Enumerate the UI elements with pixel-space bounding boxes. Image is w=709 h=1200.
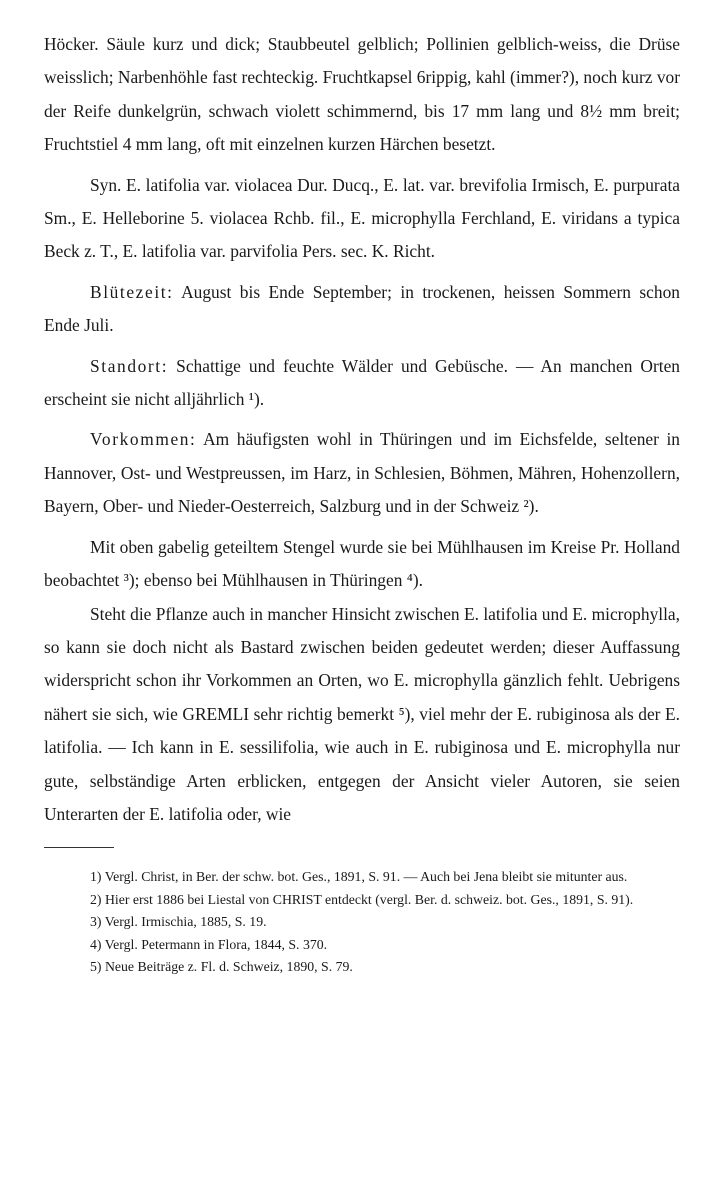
- paragraph-continuation: Höcker. Säule kurz und dick; Staubbeutel gelblich; Pollinien gelblich-weiss, die Drüse weisslich; Narbenhöhle fast rechteckig. Fruchtkapsel 6rippig, kahl (immer?), noch kurz vor der Reife dunkelgrün, schwach violett schimmernd, bis 17 mm lang und 8½ mm breit; Fruchtstiel 4 mm lang, oft mit einzelnen kurzen Härchen besetzt.: [44, 34, 681, 155]
- paragraph-stengel: Mit oben gabelig geteiltem Stengel wurde sie bei Mühlhausen im Kreise Pr. Holland beobachtet ³); ebenso bei Mühlhausen in Thüringen ⁴).: [44, 536, 680, 591]
- text-vorkommen: Am häufigsten wohl in Thüringen und im Eichsfelde, seltener in Hannover, Ost- und Westpreussen, im Harz, in Schlesien, Böhmen, Mähren, Hohenzollern, Bayern, Ober- und Nieder-Oesterreich, Salzburg und in der Schweiz ²).: [44, 429, 680, 517]
- footnote-2: 2) Hier erst 1886 bei Liestal von CHRIST entdeckt (vergl. Ber. d. schweiz. bot. Ges., 1891, S. 91).: [90, 891, 634, 907]
- book-page: [44, 28, 680, 979]
- paragraph-synonyms: Syn. E. latifolia var. violacea Dur. Ducq., E. lat. var. brevifolia Irmisch, E. purpurata Sm., E. Helleborine 5. violacea Rchb. fil., E. microphylla Ferchland, E. viridans a typica Beck z. T., E. latifolia var. parvifolia Pers. sec. K. Richt.: [44, 174, 680, 262]
- footnote-4: 4) Vergl. Petermann in Flora, 1844, S. 370.: [90, 936, 328, 952]
- label-standort: Standort:: [90, 355, 169, 376]
- footnote-3: 3) Vergl. Irmischia, 1885, S. 19.: [90, 914, 267, 930]
- text-standort: Schattige und feuchte Wälder und Gebüsche. — An manchen Orten erscheint sie nicht alljährlich ¹).: [44, 355, 680, 410]
- paragraph-standort: [44, 350, 680, 417]
- paragraph-bluetezeit: [44, 276, 680, 343]
- label-bluetezeit: Blütezeit:: [90, 281, 174, 302]
- footnote-divider: [44, 847, 114, 848]
- text-bluetezeit: August bis Ende September; in trockenen, heissen Sommern schon Ende Juli.: [44, 281, 680, 336]
- paragraph-vorkommen: [44, 423, 680, 523]
- footnote-5: 5) Neue Beiträge z. Fl. d. Schweiz, 1890, S. 79.: [90, 959, 353, 975]
- footnotes: [44, 866, 680, 978]
- paragraph-discussion: Steht die Pflanze auch in mancher Hinsicht zwischen E. latifolia und E. microphylla, so kann sie doch nicht als Bastard zwischen beiden gedeutet werden; dieser Auffassung widerspricht schon ihr Vorkommen an Orten, wo E. microphylla gänzlich fehlt. Uebrigens nähert sie sich, wie GREMLI sehr richtig bemerkt ⁵), viel mehr der E. rubiginosa als der E. latifolia. — Ich kann in E. sessilifolia, wie auch in E. rubiginosa und E. microphylla nur gute, selbständige Arten erblicken, entgegen der Ansicht vieler Autoren, sie seien Unterarten der E. latifolia oder, wie: [44, 603, 680, 824]
- footnote-1: 1) Vergl. Christ, in Ber. der schw. bot. Ges., 1891, S. 91. — Auch bei Jena bleibt sie mitunter aus.: [90, 869, 628, 885]
- label-vorkommen: Vorkommen:: [90, 429, 197, 450]
